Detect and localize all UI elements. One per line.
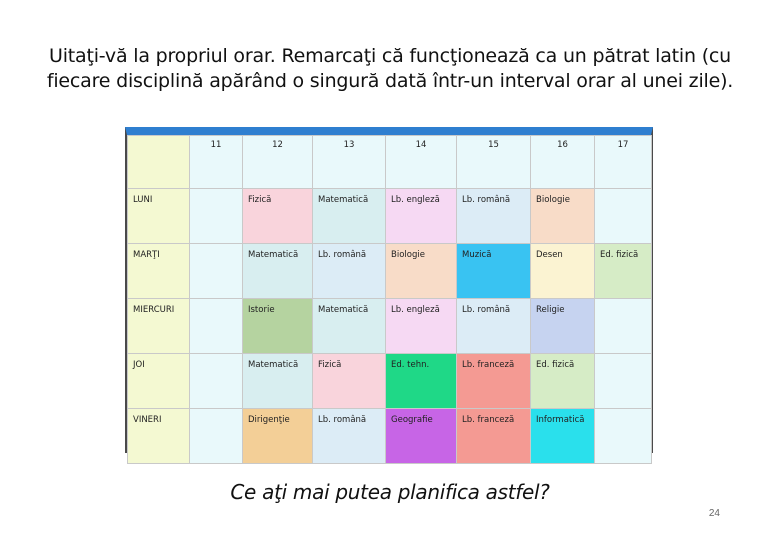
hour-header: 17 [595, 136, 652, 189]
subject-cell: Lb. română [313, 409, 386, 464]
subject-cell: Lb. română [313, 244, 386, 299]
subject-cell: Biologie [386, 244, 457, 299]
subject-cell: Lb. română [457, 299, 531, 354]
hour-header: 12 [243, 136, 313, 189]
empty-cell [190, 244, 243, 299]
subject-cell: Matematică [243, 244, 313, 299]
intro-text [40, 44, 740, 94]
intro-line-1: Uitaţi-vă la propriul orar. Remarcaţi că funcţionează ca un pătrat latin (cu [48, 45, 731, 67]
hour-header: 16 [531, 136, 595, 189]
day-row [128, 354, 652, 409]
day-row [128, 244, 652, 299]
subject-cell: Muzică [457, 244, 531, 299]
header-row [128, 136, 652, 189]
empty-cell [190, 189, 243, 244]
day-row [128, 409, 652, 464]
empty-cell [595, 299, 652, 354]
empty-cell [190, 299, 243, 354]
hour-header: 13 [313, 136, 386, 189]
hour-header: 11 [190, 136, 243, 189]
corner-cell [128, 136, 190, 189]
subject-cell: Desen [531, 244, 595, 299]
subject-cell: Lb. engleză [386, 189, 457, 244]
question-text: Ce aţi mai putea planifica astfel? [230, 480, 550, 504]
subject-cell: Ed. tehn. [386, 354, 457, 409]
timetable [125, 127, 653, 453]
day-row [128, 299, 652, 354]
subject-cell: Religie [531, 299, 595, 354]
empty-cell [190, 354, 243, 409]
hour-header: 14 [386, 136, 457, 189]
subject-cell: Lb. română [457, 189, 531, 244]
subject-cell: Ed. fizică [531, 354, 595, 409]
subject-cell: Informatică [531, 409, 595, 464]
subject-cell: Matematică [313, 299, 386, 354]
subject-cell: Matematică [313, 189, 386, 244]
empty-cell [595, 354, 652, 409]
subject-cell: Biologie [531, 189, 595, 244]
subject-cell: Geografie [386, 409, 457, 464]
day-name: MIERCURI [128, 299, 190, 354]
hour-header: 15 [457, 136, 531, 189]
subject-cell: Lb. franceză [457, 409, 531, 464]
subject-cell: Fizică [243, 189, 313, 244]
empty-cell [190, 409, 243, 464]
day-name: VINERI [128, 409, 190, 464]
subject-cell: Lb. engleză [386, 299, 457, 354]
empty-cell [595, 409, 652, 464]
day-row [128, 189, 652, 244]
subject-cell: Lb. franceză [457, 354, 531, 409]
day-name: JOI [128, 354, 190, 409]
day-name: LUNI [128, 189, 190, 244]
empty-cell [595, 189, 652, 244]
subject-cell: Ed. fizică [595, 244, 652, 299]
subject-cell: Matematică [243, 354, 313, 409]
day-name: MARŢI [128, 244, 190, 299]
subject-cell: Istorie [243, 299, 313, 354]
subject-cell: Dirigenţie [243, 409, 313, 464]
intro-line-2: fiecare disciplină apărând o singură dată într-un interval orar al unei zile). [46, 70, 734, 92]
page-number: 24 [708, 508, 720, 519]
subject-cell: Fizică [313, 354, 386, 409]
timetable-grid [127, 135, 652, 464]
